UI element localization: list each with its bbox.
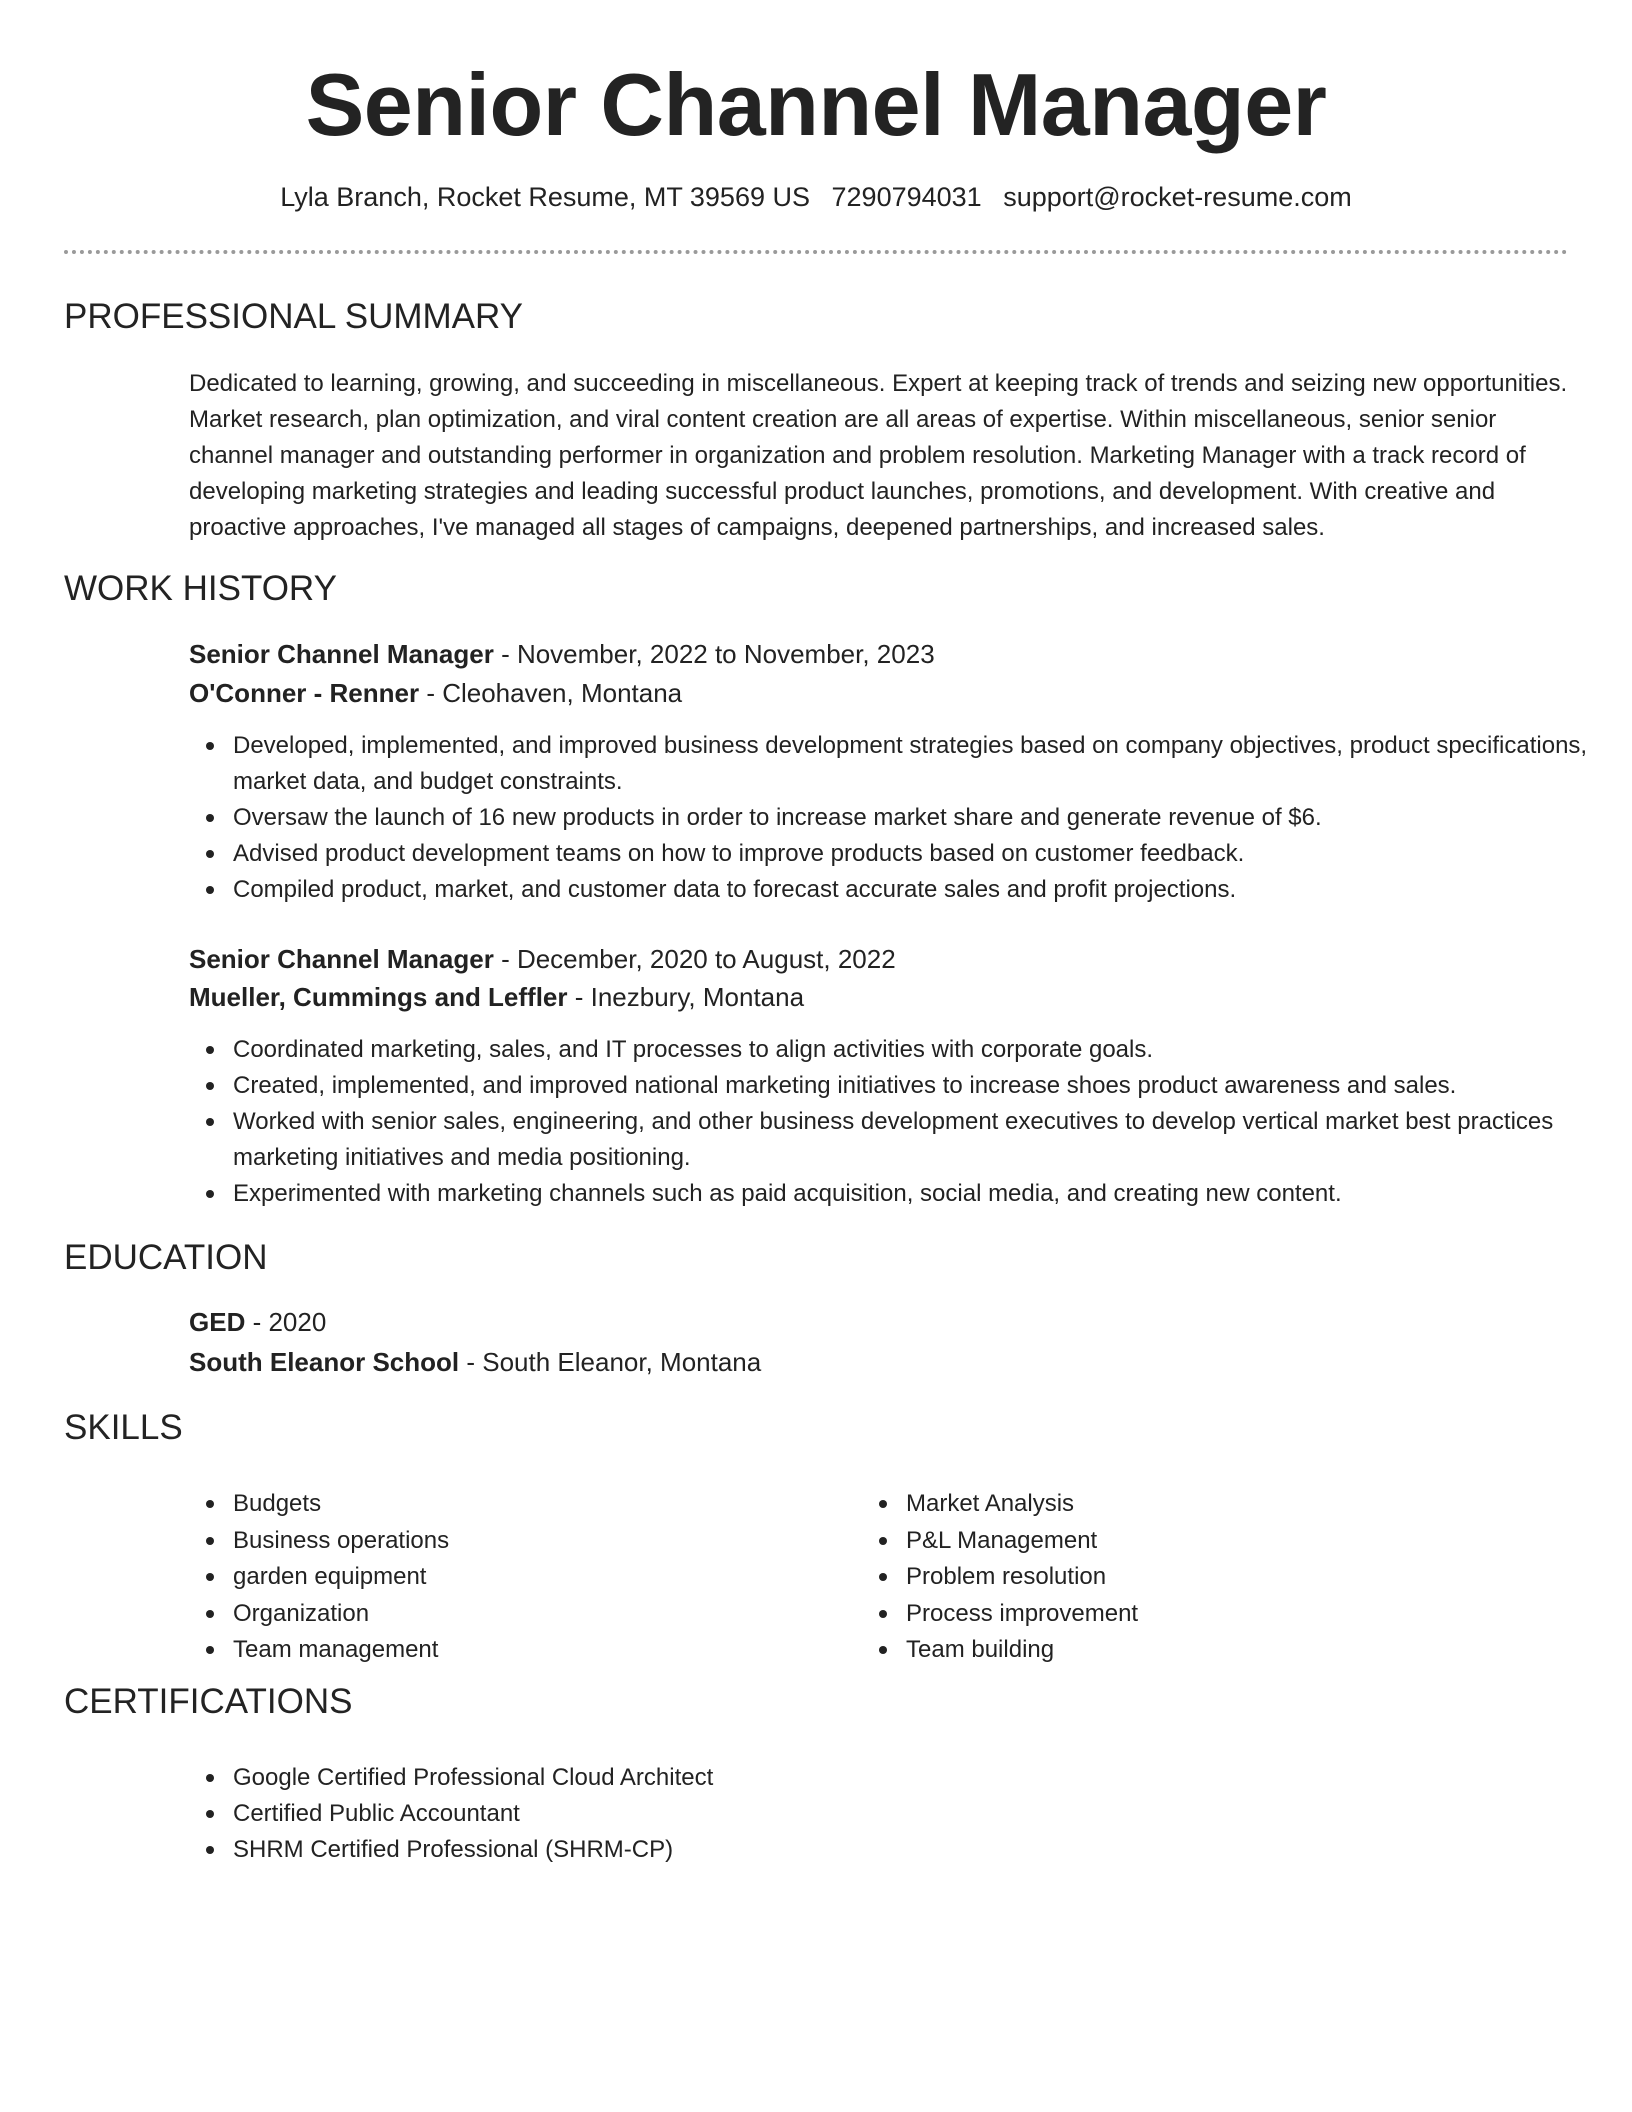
job-1-title: Senior Channel Manager <box>189 639 494 669</box>
work-history-heading: WORK HISTORY <box>64 569 337 608</box>
contact-line <box>0 180 1632 214</box>
skills-left-column <box>189 1486 449 1669</box>
summary-heading: PROFESSIONAL SUMMARY <box>64 297 523 336</box>
skill-item: Team management <box>233 1632 449 1669</box>
certifications-list <box>189 1760 1613 1868</box>
job-1-bullets <box>189 728 1613 908</box>
education-heading: EDUCATION <box>64 1238 268 1277</box>
skill-item: Team building <box>906 1632 1138 1669</box>
skill-item: garden equipment <box>233 1559 449 1596</box>
job-2-bullets <box>189 1032 1613 1212</box>
contact-address: Lyla Branch, Rocket Resume, MT 39569 US <box>280 182 810 212</box>
education-school: South Eleanor School <box>189 1347 460 1377</box>
skill-item: Organization <box>233 1596 449 1633</box>
education-school-line <box>189 1345 761 1379</box>
skill-item: Business operations <box>233 1523 449 1560</box>
certification-item: SHRM Certified Professional (SHRM-CP) <box>233 1832 1613 1868</box>
summary-text: Dedicated to learning, growing, and succeeding in miscellaneous. Expert at keeping track of trends and seizing new opportunities. Market research, plan optimization, and viral content creation are all areas of expertise. Within miscellaneous, senior senior channel manager and outstanding performer in organization and problem resolution. Marketing Manager with a track record of developing marketing strategies and leading successful product launches, promotions, and development. With creative and proactive approaches, I've managed all stages of campaigns, deepened partnerships, and increased sales. <box>189 370 1568 541</box>
job-2-dates: - December, 2020 to August, 2022 <box>493 944 896 974</box>
job-2-company: Mueller, Cummings and Leffler <box>189 982 568 1012</box>
contact-phone: 7290794031 <box>831 182 982 212</box>
skills-right-column <box>862 1486 1138 1669</box>
job-2-company-line <box>189 980 804 1014</box>
skill-item: Market Analysis <box>906 1486 1138 1523</box>
list-item: Experimented with marketing channels such as paid acquisition, social media, and creating new content. <box>233 1176 1613 1212</box>
skill-item: Budgets <box>233 1486 449 1523</box>
skill-item: Problem resolution <box>906 1559 1138 1596</box>
skills-heading: SKILLS <box>64 1408 183 1447</box>
job-2-title: Senior Channel Manager <box>189 944 494 974</box>
header-divider <box>64 250 1568 254</box>
list-item: Worked with senior sales, engineering, and other business development executives to develop vertical market best practices marketing initiatives and media positioning. <box>233 1104 1613 1176</box>
list-item: Coordinated marketing, sales, and IT processes to align activities with corporate goals. <box>233 1032 1613 1068</box>
certification-item: Certified Public Accountant <box>233 1796 1613 1832</box>
certifications-heading: CERTIFICATIONS <box>64 1682 353 1721</box>
list-item: Created, implemented, and improved national marketing initiatives to increase shoes product awareness and sales. <box>233 1068 1613 1104</box>
job-1-location: - Cleohaven, Montana <box>419 678 683 708</box>
list-item: Compiled product, market, and customer data to forecast accurate sales and profit projections. <box>233 872 1613 908</box>
job-1-company: O'Conner - Renner <box>189 678 420 708</box>
skill-item: Process improvement <box>906 1596 1138 1633</box>
list-item: Oversaw the launch of 16 new products in order to increase market share and generate revenue of $6. <box>233 800 1613 836</box>
education-degree-line <box>189 1305 326 1339</box>
education-location: - South Eleanor, Montana <box>459 1347 762 1377</box>
job-1-company-line <box>189 676 682 710</box>
job-1-dates: - November, 2022 to November, 2023 <box>493 639 935 669</box>
education-year: - 2020 <box>245 1307 327 1337</box>
list-item: Advised product development teams on how to improve products based on customer feedback. <box>233 836 1613 872</box>
contact-email: support@rocket-resume.com <box>1003 182 1352 212</box>
certification-item: Google Certified Professional Cloud Architect <box>233 1760 1613 1796</box>
job-1-title-line <box>189 637 935 671</box>
list-item: Developed, implemented, and improved business development strategies based on company objectives, product specifications, market data, and budget constraints. <box>233 728 1613 800</box>
resume-title: Senior Channel Manager <box>305 55 1327 154</box>
skill-item: P&L Management <box>906 1523 1138 1560</box>
education-degree: GED <box>189 1307 246 1337</box>
job-2-title-line <box>189 942 896 976</box>
job-2-location: - Inezbury, Montana <box>567 982 805 1012</box>
